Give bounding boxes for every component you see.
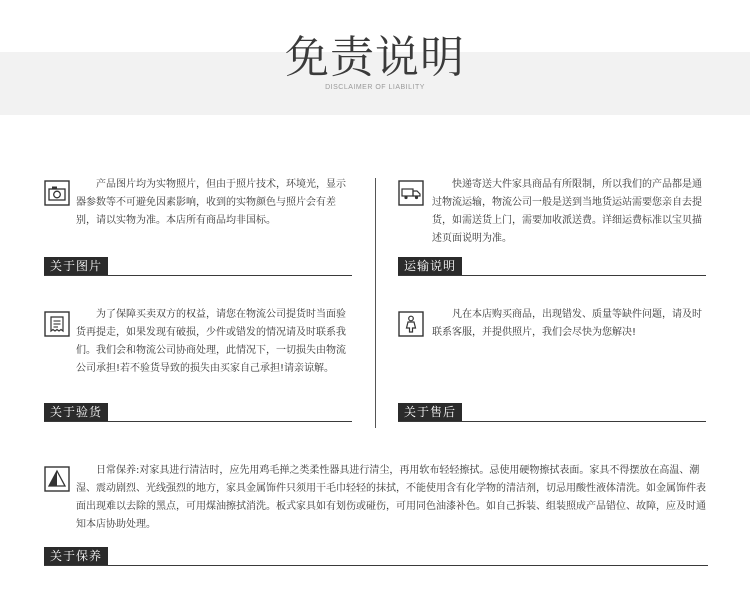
page-subtitle: DISCLAIMER OF LIABILITY [325,84,425,91]
warning-icon [44,466,70,492]
maintenance-divider [44,565,708,566]
inspection-label: 关于验货 [44,403,108,421]
inspection-divider [44,421,352,422]
after-sales-divider [398,421,706,422]
shipping-divider [398,275,706,276]
pictures-text: 产品图片均为实物照片，但由于照片技术，环境光，显示器参数等不可避免因素影响，收到的实物颜色与照片会有差别，请以实物为准。本店所有商品均非国标。 [76,179,346,226]
column-divider [375,178,376,428]
receipt-icon [44,311,70,337]
person-icon [398,311,424,337]
camera-icon [44,180,70,206]
truck-icon [398,180,424,206]
maintenance-label: 关于保养 [44,547,108,565]
maintenance-text: 日常保养:对家具进行清洁时，应先用鸡毛掸之类柔性器具进行清尘，再用软布轻轻擦拭。忌使用硬物擦拭表面。家具不得摆放在高温、潮湿、震动剧烈、光线强烈的地方，家具金属饰件只须用干毛巾轻轻的抹拭，不能使用含有化学物的清洁剂，切忌用酸性液体清洗。如金属饰件表面出现难以去除的黑点，可用煤油擦拭消洗。板式家具如有划伤或碰伤，可用同色油漆补色。如自己拆装、组装照成产品错位、故障，应及时通知本店协助处理。 [76,465,706,530]
shipping-label: 运输说明 [398,257,462,275]
pictures-label: 关于图片 [44,257,108,275]
page-title: 免责说明 [285,32,465,83]
inspection-text: 为了保障买卖双方的权益，请您在物流公司提货时当面验货再提走，如果发现有破损，少件或错发的情况请及时联系我们。我们会和物流公司协商处理，此情况下，一切损失由物流公司承担!若不验货导致的损失由买家自己承担!请亲谅解。 [76,309,346,374]
after-sales-text: 凡在本店购买商品，出现错发、质量等缺件问题，请及时联系客服，并提供照片，我们会尽快为您解决! [432,309,702,338]
after-sales-label: 关于售后 [398,403,462,421]
shipping-text: 快递寄送大件家具商品有所限制，所以我们的产品都是通过物流运输，物流公司一般是送到当地货运站需要您亲自去提货，如需送货上门，需要加收派送费。详细运费标准以宝贝描述页面说明为准。 [432,179,702,244]
pictures-divider [44,275,352,276]
